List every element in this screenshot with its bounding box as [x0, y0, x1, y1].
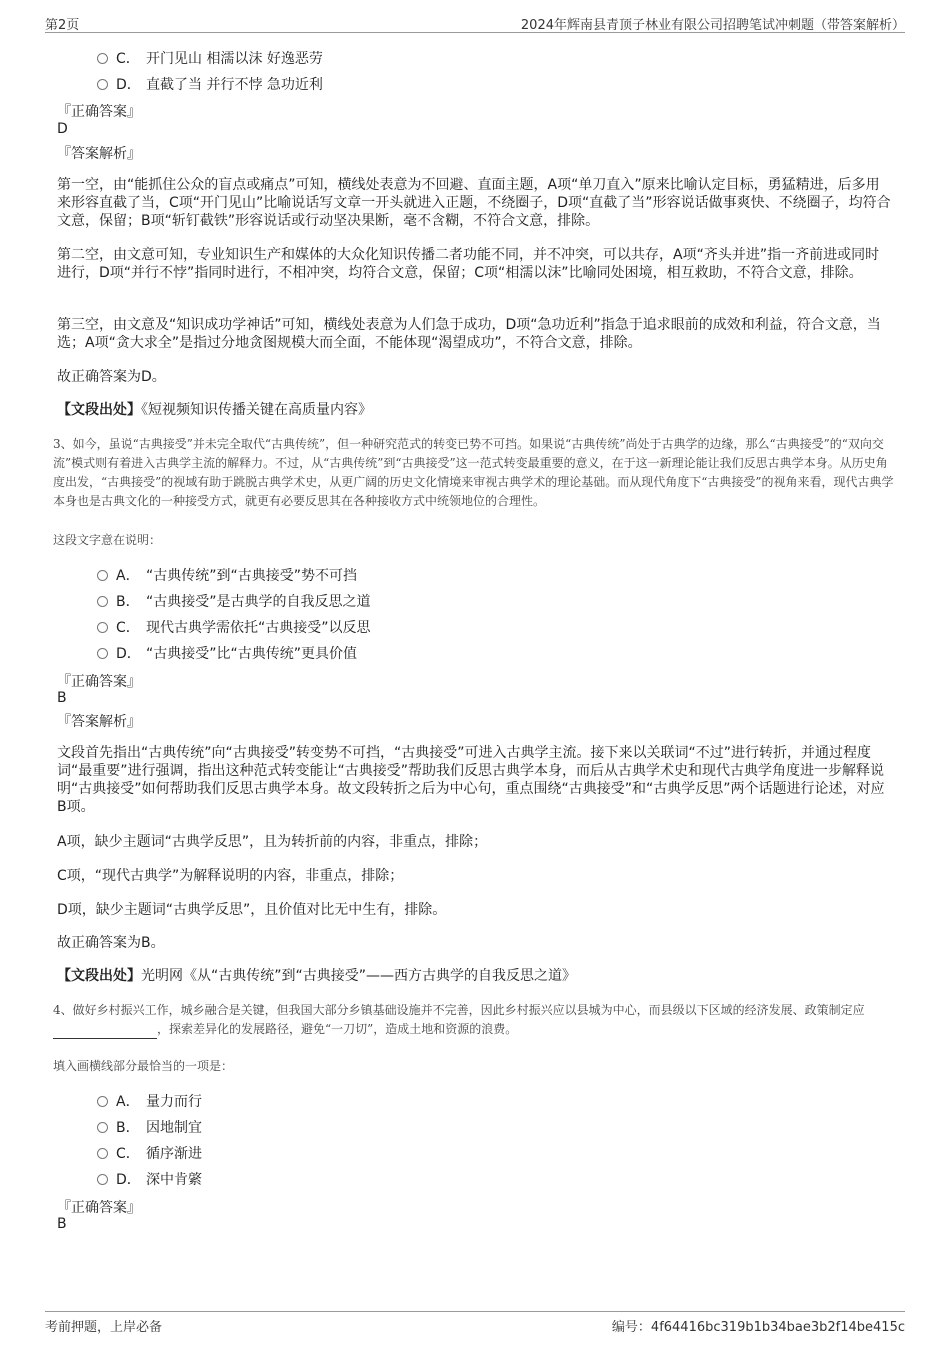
q3-analysis-option-a: A项，缺少主题词“古典学反思”，且为转折前的内容，非重点，排除；: [57, 834, 488, 850]
q3-option-b[interactable]: B． “古典接受”是古典学的自我反思之道: [97, 591, 371, 611]
q3-answer-label: 『正确答案』: [57, 674, 141, 690]
q4-answer: B: [57, 1216, 67, 1232]
q3-question-text: 3、如今，虽说“古典接受”并未完全取代“古典传统”，但一种研究范式的转变已势不可挡。如果说“古典传统”尚处于古典学的边缘，那么“古典接受”的“双向交流”模式则有着进入古典学主流的解释力。不过，从“古典传统”到“古典接受”这一范式转变最重要的意义，在于这一新理论能让我们反思古典学本身。从历史角度出发，“古典接受”的视域有助于跳脱古典学术史，从更广阔的历史文化情境来审视古典学术的理论基础。而从现代角度下“古典接受”的视角来看，现代古典学本身也是古典文化的一种接受方式，就更有必要反思其在各种接收方式中统领地位的合理性。: [53, 437, 894, 508]
q3-analysis-paragraph-1: 文段首先指出“古典传统”向“古典接受”转变势不可挡，“古典接受”可进入古典学主流。接下来以关联词“不过”进行转折，并通过程度词“最重要”进行强调，指出这种范式转变能让“古典接受”帮助我们反思古典学本身，而后从古典学术史和现代古典学角度进一步解释说明“古典接受”如何帮助我们反思古典学本身。故文段转折之后为中心句，重点围绕“古典接受”和“古典学反思”两个话题进行论述，对应B项。: [57, 745, 885, 815]
q2-option-c[interactable]: C． 开门见山 相濡以沫 好逸恶劳: [97, 48, 323, 68]
document-code: 编号：4f64416bc319b1b34bae3b2f14be415c: [611, 1320, 905, 1335]
footer-slogan: 考前押题，上岸必备: [45, 1320, 163, 1335]
q2-answer-label: 『正确答案』: [57, 104, 141, 120]
radio-icon[interactable]: [97, 570, 108, 581]
q4-option-c[interactable]: C． 循序渐进: [97, 1143, 202, 1163]
q2-analysis-paragraph-3: 第三空，由文意及“知识成功学神话”可知，横线处表意为人们急于成功，D项“急功近利”指急于追求眼前的成效和利益，符合文意，当选；A项“贪大求全”是指过分地贪图规模大而全面，不能体现“渴望成功”，不符合文意，排除。: [57, 317, 881, 351]
radio-icon[interactable]: [97, 1148, 108, 1159]
q3-option-c[interactable]: C． 现代古典学需依托“古典接受”以反思: [97, 617, 371, 637]
radio-icon[interactable]: [97, 1122, 108, 1133]
q2-analysis-label: 『答案解析』: [57, 146, 141, 162]
q4-answer-label: 『正确答案』: [57, 1200, 141, 1216]
q3-analysis-option-d: D项，缺少主题词“古典学反思”，且价值对比无中生有，排除。: [57, 902, 447, 918]
q2-answer: D: [57, 121, 68, 137]
q3-option-a[interactable]: A． “古典传统”到“古典接受”势不可挡: [97, 565, 357, 585]
radio-icon[interactable]: [97, 1096, 108, 1107]
radio-icon[interactable]: [97, 648, 108, 659]
q3-source: 【文段出处】光明网《从“古典传统”到“古典接受”——西方古典学的自我反思之道》: [57, 968, 577, 984]
q3-option-d[interactable]: D． “古典接受”比“古典传统”更具价值: [97, 643, 357, 663]
q4-question-text: 4、做好乡村振兴工作，城乡融合是关键，但我国大部分乡镇基础设施并不完善，因此乡村振兴应以县城为中心，而县级以下区域的经济发展、政策制定应，探索差异化的发展路径，避免“一刀切”，造成土地和资源的浪费。: [53, 1001, 898, 1039]
radio-icon[interactable]: [97, 622, 108, 633]
q2-analysis-paragraph-2: 第二空，由文意可知，专业知识生产和媒体的大众化知识传播二者功能不同，并不冲突，可以共存，A项“齐头并进”指一齐前进或同时进行，D项“并行不悖”指同时进行，不相冲突，均符合文意，保留；C项“相濡以沫”比喻同处困境，相互救助，不符合文意，排除。: [57, 247, 880, 281]
q4-option-d[interactable]: D． 深中肯綮: [97, 1169, 202, 1189]
radio-icon[interactable]: [97, 53, 108, 64]
radio-icon[interactable]: [97, 79, 108, 90]
q3-analysis-conclusion: 故正确答案为B。: [57, 935, 165, 951]
q3-analysis-label: 『答案解析』: [57, 714, 141, 730]
q3-analysis-option-c: C项，“现代古典学”为解释说明的内容，非重点，排除；: [57, 868, 404, 884]
q2-option-d[interactable]: D． 直截了当 并行不悖 急功近利: [97, 74, 323, 94]
page-number: 第2页: [45, 18, 80, 33]
q2-analysis-conclusion: 故正确答案为D。: [57, 369, 166, 385]
page-header: [45, 10, 905, 33]
q4-option-a[interactable]: A． 量力而行: [97, 1091, 202, 1111]
q3-answer: B: [57, 690, 67, 706]
fill-in-blank: [53, 1026, 157, 1039]
q2-analysis-paragraph-1: 第一空，由“能抓住公众的盲点或痛点”可知，横线处表意为不回避、直面主题，A项“单刀直入”原来比喻认定目标，勇猛精进，后多用来形容直截了当，C项“开门见山”比喻说话写文章一开头就进入正题，不绕圈子，D项“直截了当”形容说话做事爽快、不绕圈子，均符合文意，保留；B项“斩钉截铁”形容说话或行动坚决果断，毫不含糊，不符合文意，排除。: [57, 177, 891, 229]
q3-prompt: 这段文字意在说明：: [53, 533, 162, 547]
page-footer: [45, 1311, 905, 1336]
q4-prompt: 填入画横线部分最恰当的一项是：: [53, 1059, 234, 1073]
q4-option-b[interactable]: B． 因地制宜: [97, 1117, 202, 1137]
radio-icon[interactable]: [97, 1174, 108, 1185]
document-title: 2024年辉南县青顶子林业有限公司招聘笔试冲刺题（带答案解析）: [520, 18, 905, 33]
radio-icon[interactable]: [97, 596, 108, 607]
q2-source: 【文段出处】《短视频知识传播关键在高质量内容》: [57, 402, 372, 418]
